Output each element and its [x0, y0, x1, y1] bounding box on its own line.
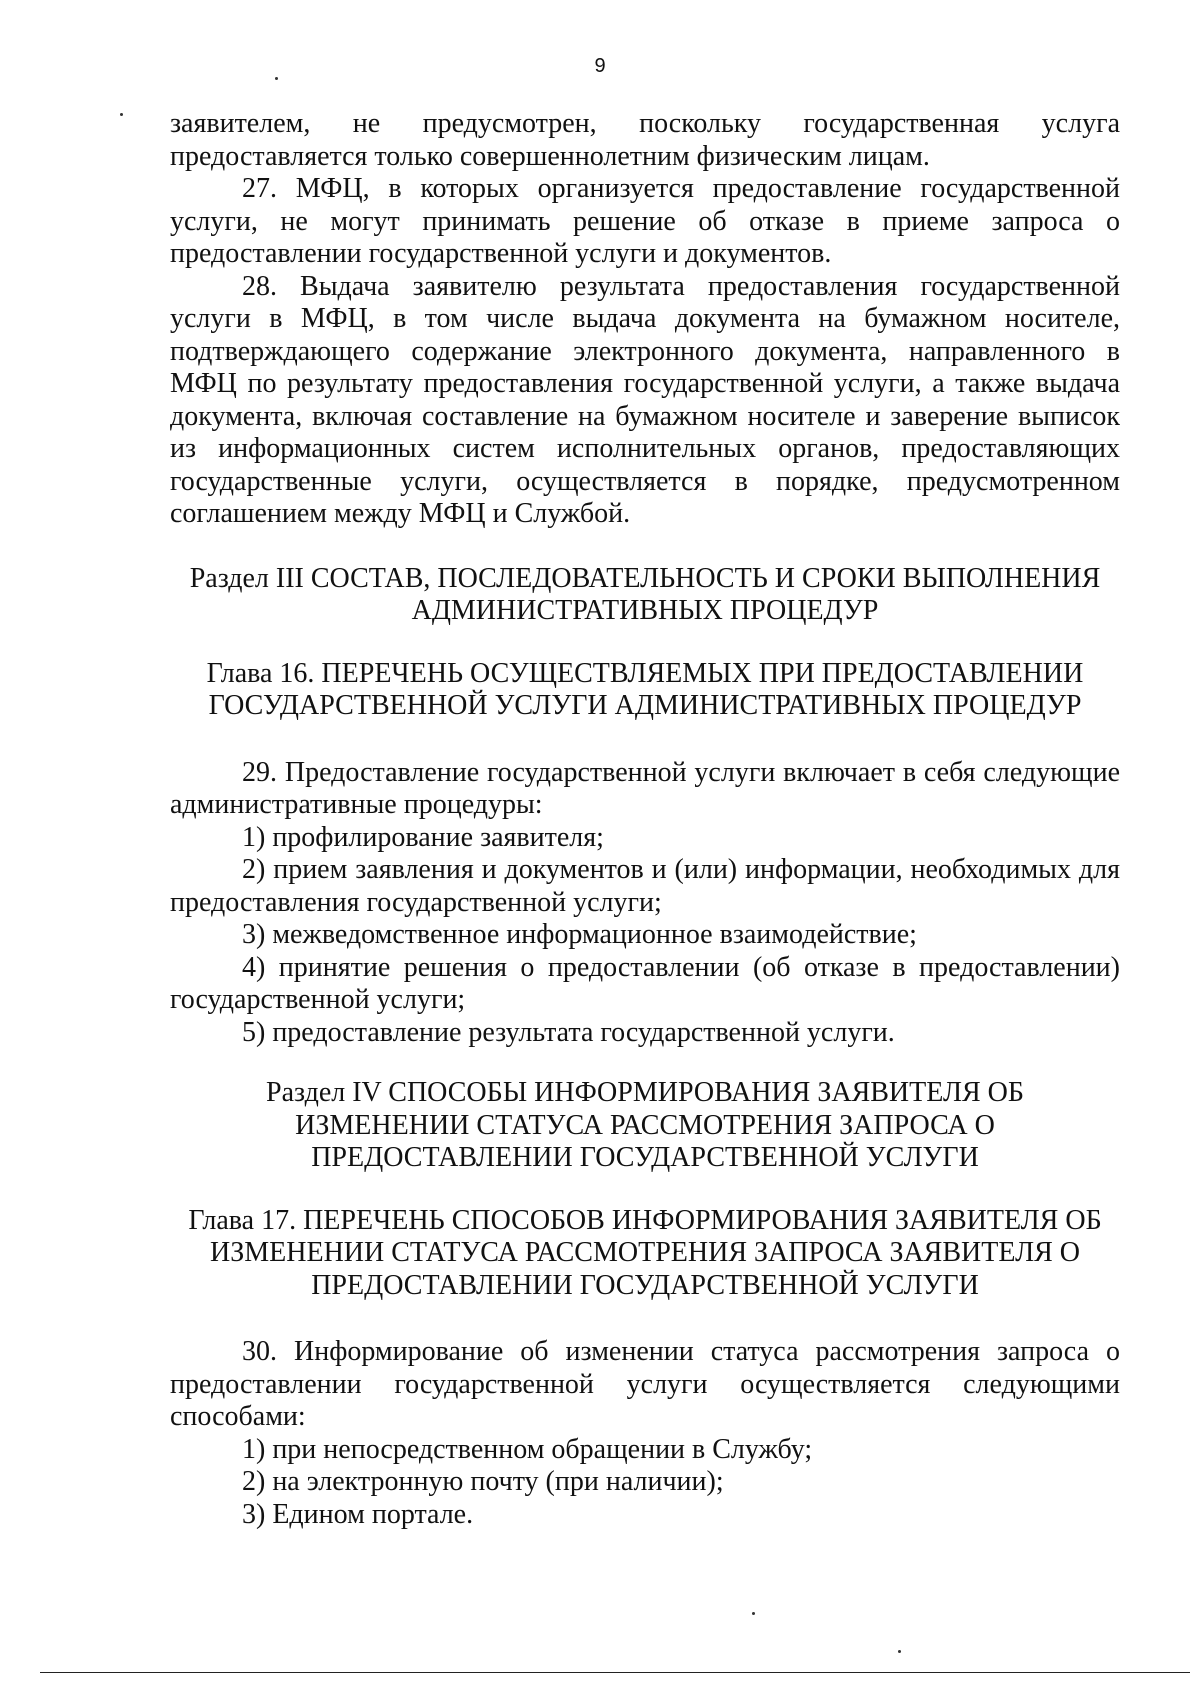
list-item: 5) предоставление результата государственной услуги. [242, 1016, 895, 1048]
list-item: 4) принятие решения о предоставлении (об отказе в предоставлении) государственной услуги; [170, 951, 1120, 1015]
footer-rule [40, 1672, 1190, 1673]
paragraph-28: 28. Выдача заявителю результата предоставления государственной услуги в МФЦ, в том числе выдача документа на бумажном носителе, подтверждающего содержание электронного документа, направленного в МФЦ по результату предоставления государственной услуги, а также выдача документа, включая составление на бумажном носителе и заверение выписок из информационных систем исполнительных органов, предоставляющих государственные услуги, осуществляется в порядке, предусмотренном соглашением между МФЦ и Службой. [170, 270, 1120, 529]
section-3-heading [170, 563, 1120, 628]
list-item: 2) на электронную почту (при наличии); [242, 1466, 724, 1497]
chapter-16-heading-line-1: Глава 16. ПЕРЕЧЕНЬ ОСУЩЕСТВЛЯЕМЫХ ПРИ ПРЕДОСТАВЛЕНИИ [206, 657, 1084, 689]
chapter-17-heading-line-2: ИЗМЕНЕНИИ СТАТУСА РАССМОТРЕНИЯ ЗАПРОСА ЗАЯВИТЕЛЯ О [210, 1237, 1080, 1268]
scan-speck [752, 1612, 755, 1615]
paragraph-29: 29. Предоставление государственной услуги включает в себя следующие административные процедуры: [170, 756, 1120, 820]
section-3-heading-line-1: Раздел III СОСТАВ, ПОСЛЕДОВАТЕЛЬНОСТЬ И СРОКИ ВЫПОЛНЕНИЯ [189, 562, 1101, 594]
chapter-17-heading-line-1: Глава 17. ПЕРЕЧЕНЬ СПОСОБОВ ИНФОРМИРОВАНИЯ ЗАЯВИТЕЛЯ ОБ [188, 1204, 1102, 1236]
scan-speck [120, 113, 123, 116]
list-item: 3) межведомственное информационное взаимодействие; [242, 919, 917, 950]
scan-speck [898, 1650, 901, 1653]
chapter-16-heading-line-2: ГОСУДАРСТВЕННОЙ УСЛУГИ АДМИНИСТРАТИВНЫХ ПРОЦЕДУР [208, 690, 1082, 721]
page-number: 9 [594, 55, 606, 77]
section-4-heading-line-2: ИЗМЕНЕНИИ СТАТУСА РАССМОТРЕНИЯ ЗАПРОСА О [295, 1109, 995, 1141]
paragraph-30: 30. Информирование об изменении статуса рассмотрения запроса о предоставлении государственной услуги осуществляется следующими способами: [170, 1336, 1120, 1432]
list-item: 3) Едином портале. [242, 1498, 474, 1530]
list-item: 1) при непосредственном обращении в Службу; [242, 1433, 813, 1465]
list-item: 2) прием заявления и документов и (или) информации, необходимых для предоставления государственной услуги; [170, 854, 1120, 918]
section-4-heading-line-3: ПРЕДОСТАВЛЕНИИ ГОСУДАРСТВЕННОЙ УСЛУГИ [311, 1142, 979, 1173]
section-3-heading-line-2: АДМИНИСТРАТИВНЫХ ПРОЦЕДУР [411, 595, 879, 626]
scan-speck [275, 77, 278, 80]
section-4-heading-line-1: Раздел IV СПОСОБЫ ИНФОРМИРОВАНИЯ ЗАЯВИТЕЛЯ ОБ [266, 1077, 1024, 1108]
list-item: 1) профилирование заявителя; [242, 821, 604, 853]
document-body [170, 108, 1120, 1531]
chapter-16-heading [170, 658, 1120, 723]
paragraph-27: 27. МФЦ, в которых организуется предоставление государственной услуги, не могут принимать решение об отказе в приеме запроса о предоставлении государственной услуги и документов. [170, 173, 1120, 269]
section-4-heading [170, 1077, 1120, 1175]
paragraph-continuation: заявителем, не предусмотрен, поскольку государственная услуга предоставляется только совершеннолетним физическим лицам. [170, 108, 1120, 172]
chapter-17-heading-line-3: ПРЕДОСТАВЛЕНИИ ГОСУДАРСТВЕННОЙ УСЛУГИ [311, 1269, 979, 1301]
chapter-17-heading [170, 1205, 1120, 1303]
